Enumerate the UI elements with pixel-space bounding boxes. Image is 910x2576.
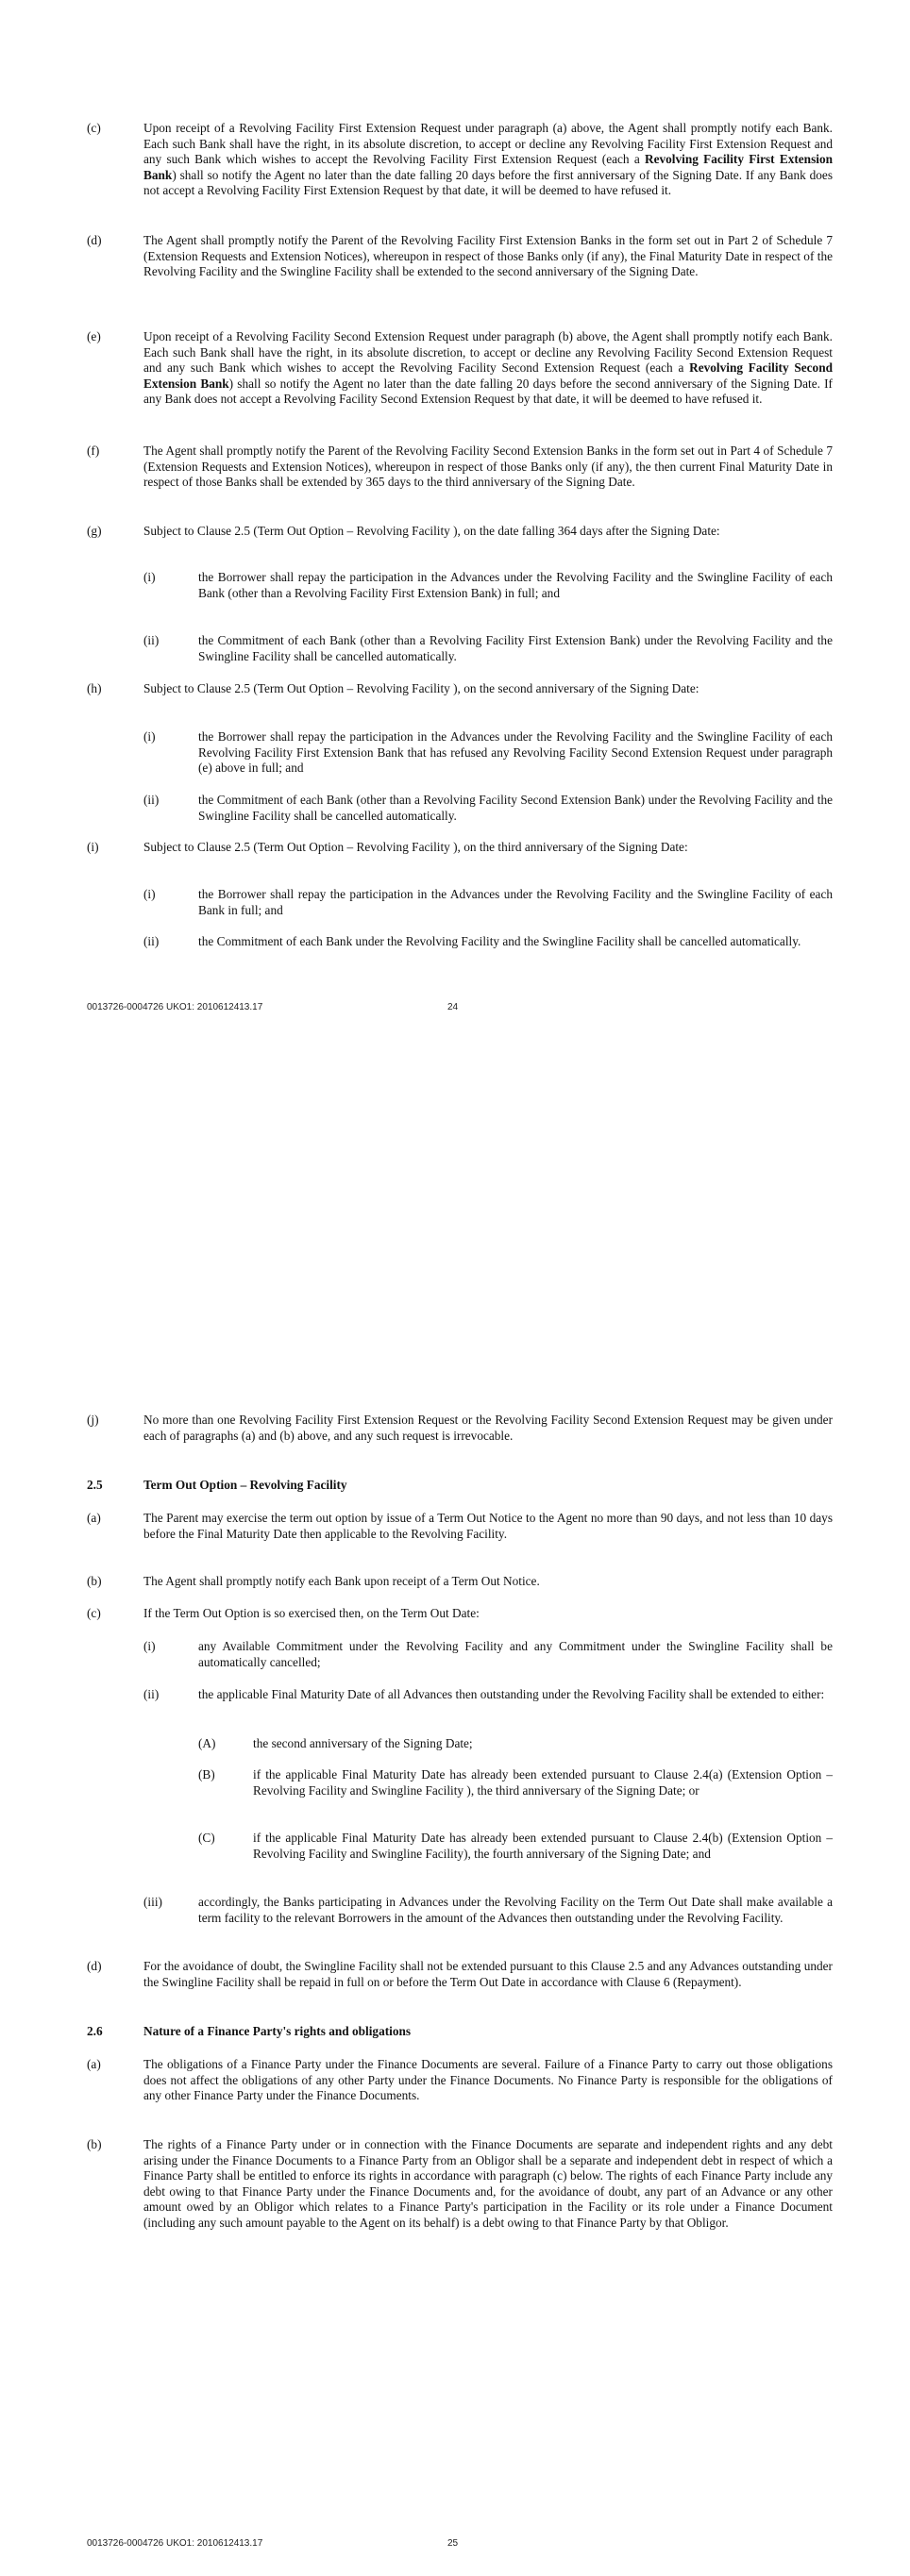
clause-text: Upon receipt of a Revolving Facility Second Extension Request under paragraph (b) above, the Agent shall promptly notify each Bank. Each such Bank shall have the right, in its absolute discretion, to accept or decline any Revolving Facility Second Extension Request and any such Bank which wishes to accept the Revolving Facility Second Extension Request (each a <box>143 329 833 376</box>
clause-label: (c) <box>87 121 101 135</box>
clause-2-5-c-i <box>143 1639 833 1670</box>
clause-text: the Commitment of each Bank under the Revolving Facility and the Swingline Facility shall be cancelled automatically. <box>198 934 801 948</box>
clause-label: (g) <box>87 524 102 538</box>
clause-2-4-h-ii <box>143 793 833 824</box>
clause-text: The Parent may exercise the term out option by issue of a Term Out Notice to the Agent no more than 90 days, and not less than 10 days before the Final Maturity Date then applicable to the Revolving Facility. <box>143 1511 833 1541</box>
clause-label: (ii) <box>143 633 160 647</box>
clause-2-4-i-i <box>143 887 833 918</box>
clause-label: (i) <box>143 887 156 901</box>
document-footer-reference: 0013726-0004726 UKO1: 2010612413.17 <box>87 1002 263 1012</box>
clause-2-5-a <box>87 1511 833 1542</box>
section-title: Term Out Option – Revolving Facility <box>143 1478 347 1492</box>
defined-term: Revolving Facility Second Extension Bank <box>143 360 833 391</box>
clause-text: Upon receipt of a Revolving Facility First Extension Request under paragraph (a) above, the Agent shall promptly notify each Bank. Each such Bank shall have the right, in its absolute discretion, to accept or decline any Revolving Facility First Extension Request and any such Bank which wishes to accept the Revolving Facility First Extension Request (each a <box>143 121 833 167</box>
clause-label: (d) <box>87 1959 102 1973</box>
clause-2-4-h-i <box>143 729 833 777</box>
clause-label: (B) <box>198 1767 215 1781</box>
clause-2-6-b <box>87 2137 833 2232</box>
clause-label: (j) <box>87 1413 99 1427</box>
clause-text: the Borrower shall repay the participation in the Advances under the Revolving Facility and the Swingline Facility of each Bank (other than a Revolving Facility First Extension Bank) in full; and <box>198 570 833 600</box>
clause-text: The Agent shall promptly notify the Parent of the Revolving Facility Second Extension Banks in the form set out in Part 4 of Schedule 7 (Extension Requests and Extension Notices), whereupon in respect of those Banks only (if any), the then current Final Maturity Date in respect of those Banks shall be extended by 365 days to the third anniversary of the Signing Date. <box>143 443 833 490</box>
clause-2-5-c-ii-a <box>198 1736 833 1752</box>
clause-text: If the Term Out Option is so exercised then, on the Term Out Date: <box>143 1606 480 1620</box>
clause-text: the applicable Final Maturity Date of all Advances then outstanding under the Revolving Facility shall be extended to either: <box>198 1687 825 1701</box>
clause-text: Subject to Clause 2.5 (Term Out Option – Revolving Facility ), on the date falling 364 days after the Signing Date: <box>143 524 720 538</box>
clause-text: Subject to Clause 2.5 (Term Out Option – Revolving Facility ), on the second anniversary of the Signing Date: <box>143 681 699 695</box>
clause-label: (ii) <box>143 793 160 807</box>
clause-text: the second anniversary of the Signing Date; <box>253 1736 473 1750</box>
clause-text: No more than one Revolving Facility First Extension Request or the Revolving Facility Second Extension Request may be given under each of paragraphs (a) and (b) above, and any such request is irrevocable. <box>143 1413 833 1443</box>
clause-2-4-h <box>87 681 833 697</box>
page-25 <box>0 1288 910 2576</box>
clause-2-5-c <box>87 1606 833 1622</box>
clause-text: the Commitment of each Bank (other than a Revolving Facility First Extension Bank) under the Revolving Facility and the Swingline Facility shall be cancelled automatically. <box>198 633 833 663</box>
clause-2-4-d <box>87 233 833 280</box>
clause-2-6-a <box>87 2057 833 2104</box>
section-heading-2-6 <box>87 2024 411 2039</box>
clause-label: (a) <box>87 2057 101 2071</box>
clause-2-5-c-ii-c <box>198 1831 833 1862</box>
clause-text: For the avoidance of doubt, the Swingline Facility shall not be extended pursuant to this Clause 2.5 and any Advances outstanding under the Swingline Facility shall be repaid in full on or before the Term Out Date in accordance with Clause 6 (Repayment). <box>143 1959 833 1989</box>
clause-2-4-i-ii <box>143 934 833 950</box>
clause-label: (A) <box>198 1736 216 1750</box>
clause-label: (b) <box>87 2137 102 2151</box>
clause-2-5-c-ii <box>143 1687 833 1703</box>
clause-text: the Borrower shall repay the participation in the Advances under the Revolving Facility and the Swingline Facility of each Revolving Facility First Extension Bank that has refused any Revolving Facility Second Extension Request under paragraph (e) above in full; and <box>198 729 833 776</box>
clause-label: (C) <box>198 1831 215 1845</box>
clause-label: (b) <box>87 1574 102 1588</box>
clause-2-4-e <box>87 329 833 408</box>
clause-label: (h) <box>87 681 102 695</box>
section-title: Nature of a Finance Party's rights and obligations <box>143 2024 412 2038</box>
defined-term: Revolving Facility First Extension Bank <box>143 152 833 182</box>
clause-2-4-g-ii <box>143 633 833 664</box>
clause-text: ) shall so notify the Agent no later than the date falling 20 days before the first anniversary of the Signing Date. If any Bank does not accept a Revolving Facility First Extension Request by that date, it will be deemed to have refused it. <box>143 167 833 198</box>
clause-2-5-c-ii-b <box>198 1767 833 1798</box>
clause-text: The obligations of a Finance Party under the Finance Documents are several. Failure of a Finance Party to carry out those obligations does not affect the obligations of any other Party under the Finance Documents. No Finance Party is responsible for the obligations of any other Finance Party under the Finance Documents. <box>143 2057 833 2103</box>
clause-text: The Agent shall promptly notify the Parent of the Revolving Facility First Extension Banks in the form set out in Part 2 of Schedule 7 (Extension Requests and Extension Notices), whereupon in respect of those Banks only (if any), the Final Maturity Date in respect of the Revolving Facility and the Swingline Facility shall be extended to the second anniversary of the Signing Date. <box>143 233 833 279</box>
clause-2-5-b <box>87 1574 833 1590</box>
section-number: 2.5 <box>87 1478 103 1492</box>
clause-label: (ii) <box>143 1687 160 1701</box>
page-number: 24 <box>447 1002 459 1012</box>
clause-label: (c) <box>87 1606 101 1620</box>
clause-2-4-f <box>87 443 833 491</box>
clause-2-4-j <box>87 1413 833 1444</box>
clause-text: if the applicable Final Maturity Date has already been extended pursuant to Clause 2.4(a) (Extension Option – Revolving Facility and Swingline Facility ), the third anniversary of the Signing Date; or <box>253 1767 833 1798</box>
clause-2-4-g <box>87 524 833 540</box>
clause-label: (i) <box>87 840 99 854</box>
clause-label: (a) <box>87 1511 101 1525</box>
clause-2-4-i <box>87 840 833 856</box>
clause-text: Subject to Clause 2.5 (Term Out Option – Revolving Facility ), on the third anniversary of the Signing Date: <box>143 840 688 854</box>
clause-label: (d) <box>87 233 102 247</box>
clause-label: (i) <box>143 1639 156 1653</box>
clause-label: (i) <box>143 729 156 744</box>
clause-2-5-c-iii <box>143 1895 833 1926</box>
clause-text: The Agent shall promptly notify each Bank upon receipt of a Term Out Notice. <box>143 1574 540 1588</box>
clause-text: accordingly, the Banks participating in Advances under the Revolving Facility on the Term Out Date shall make available a term facility to the relevant Borrowers in the amount of the Advances then outstanding under the Revolving Facility. <box>198 1895 833 1925</box>
clause-label: (i) <box>143 570 156 584</box>
page-number: 25 <box>447 2538 459 2549</box>
clause-text: ) shall so notify the Agent no later than the date falling 20 days before the second anniversary of the Signing Date. If any Bank does not accept a Revolving Facility Second Extension Request by that date, it will be deemed to have refused it. <box>143 376 833 407</box>
clause-2-4-c <box>87 121 833 199</box>
clause-label: (f) <box>87 443 100 458</box>
clause-2-5-d <box>87 1959 833 1990</box>
clause-text: The rights of a Finance Party under or in connection with the Finance Documents are separate and independent rights and any debt arising under the Finance Documents to a Finance Party from an Obligor shall be a separate and independent debt in respect of which a Finance Party shall be entitled to enforce its rights in accordance with paragraph (c) below. The rights of each Finance Party include any debt owing to that Finance Party under the Finance Documents and, for the avoidance of doubt, any part of an Advance or any other amount owed by an Obligor which relates to a Finance Party's participation in the Facility or its role under a Finance Document (including any such amount payable to the Agent on its behalf) is a debt owing to that Finance Party by that Obligor. <box>143 2137 833 2230</box>
clause-text: if the applicable Final Maturity Date has already been extended pursuant to Clause 2.4(b) (Extension Option – Revolving Facility and Swingline Facility), the fourth anniversary of the Signing Date; and <box>253 1831 833 1861</box>
section-heading-2-5 <box>87 1478 347 1493</box>
clause-text: the Borrower shall repay the participation in the Advances under the Revolving Facility and the Swingline Facility of each Bank in full; and <box>198 887 833 917</box>
clause-label: (ii) <box>143 934 160 948</box>
clause-label: (iii) <box>143 1895 162 1909</box>
clause-text: any Available Commitment under the Revolving Facility and any Commitment under the Swingline Facility shall be automatically cancelled; <box>198 1639 833 1669</box>
document-footer-reference: 0013726-0004726 UKO1: 2010612413.17 <box>87 2538 263 2549</box>
section-number: 2.6 <box>87 2024 103 2038</box>
clause-label: (e) <box>87 329 101 343</box>
clause-2-4-g-i <box>143 570 833 601</box>
clause-text: the Commitment of each Bank (other than a Revolving Facility Second Extension Bank) under the Revolving Facility and the Swingline Facility shall be cancelled automatically. <box>198 793 833 823</box>
